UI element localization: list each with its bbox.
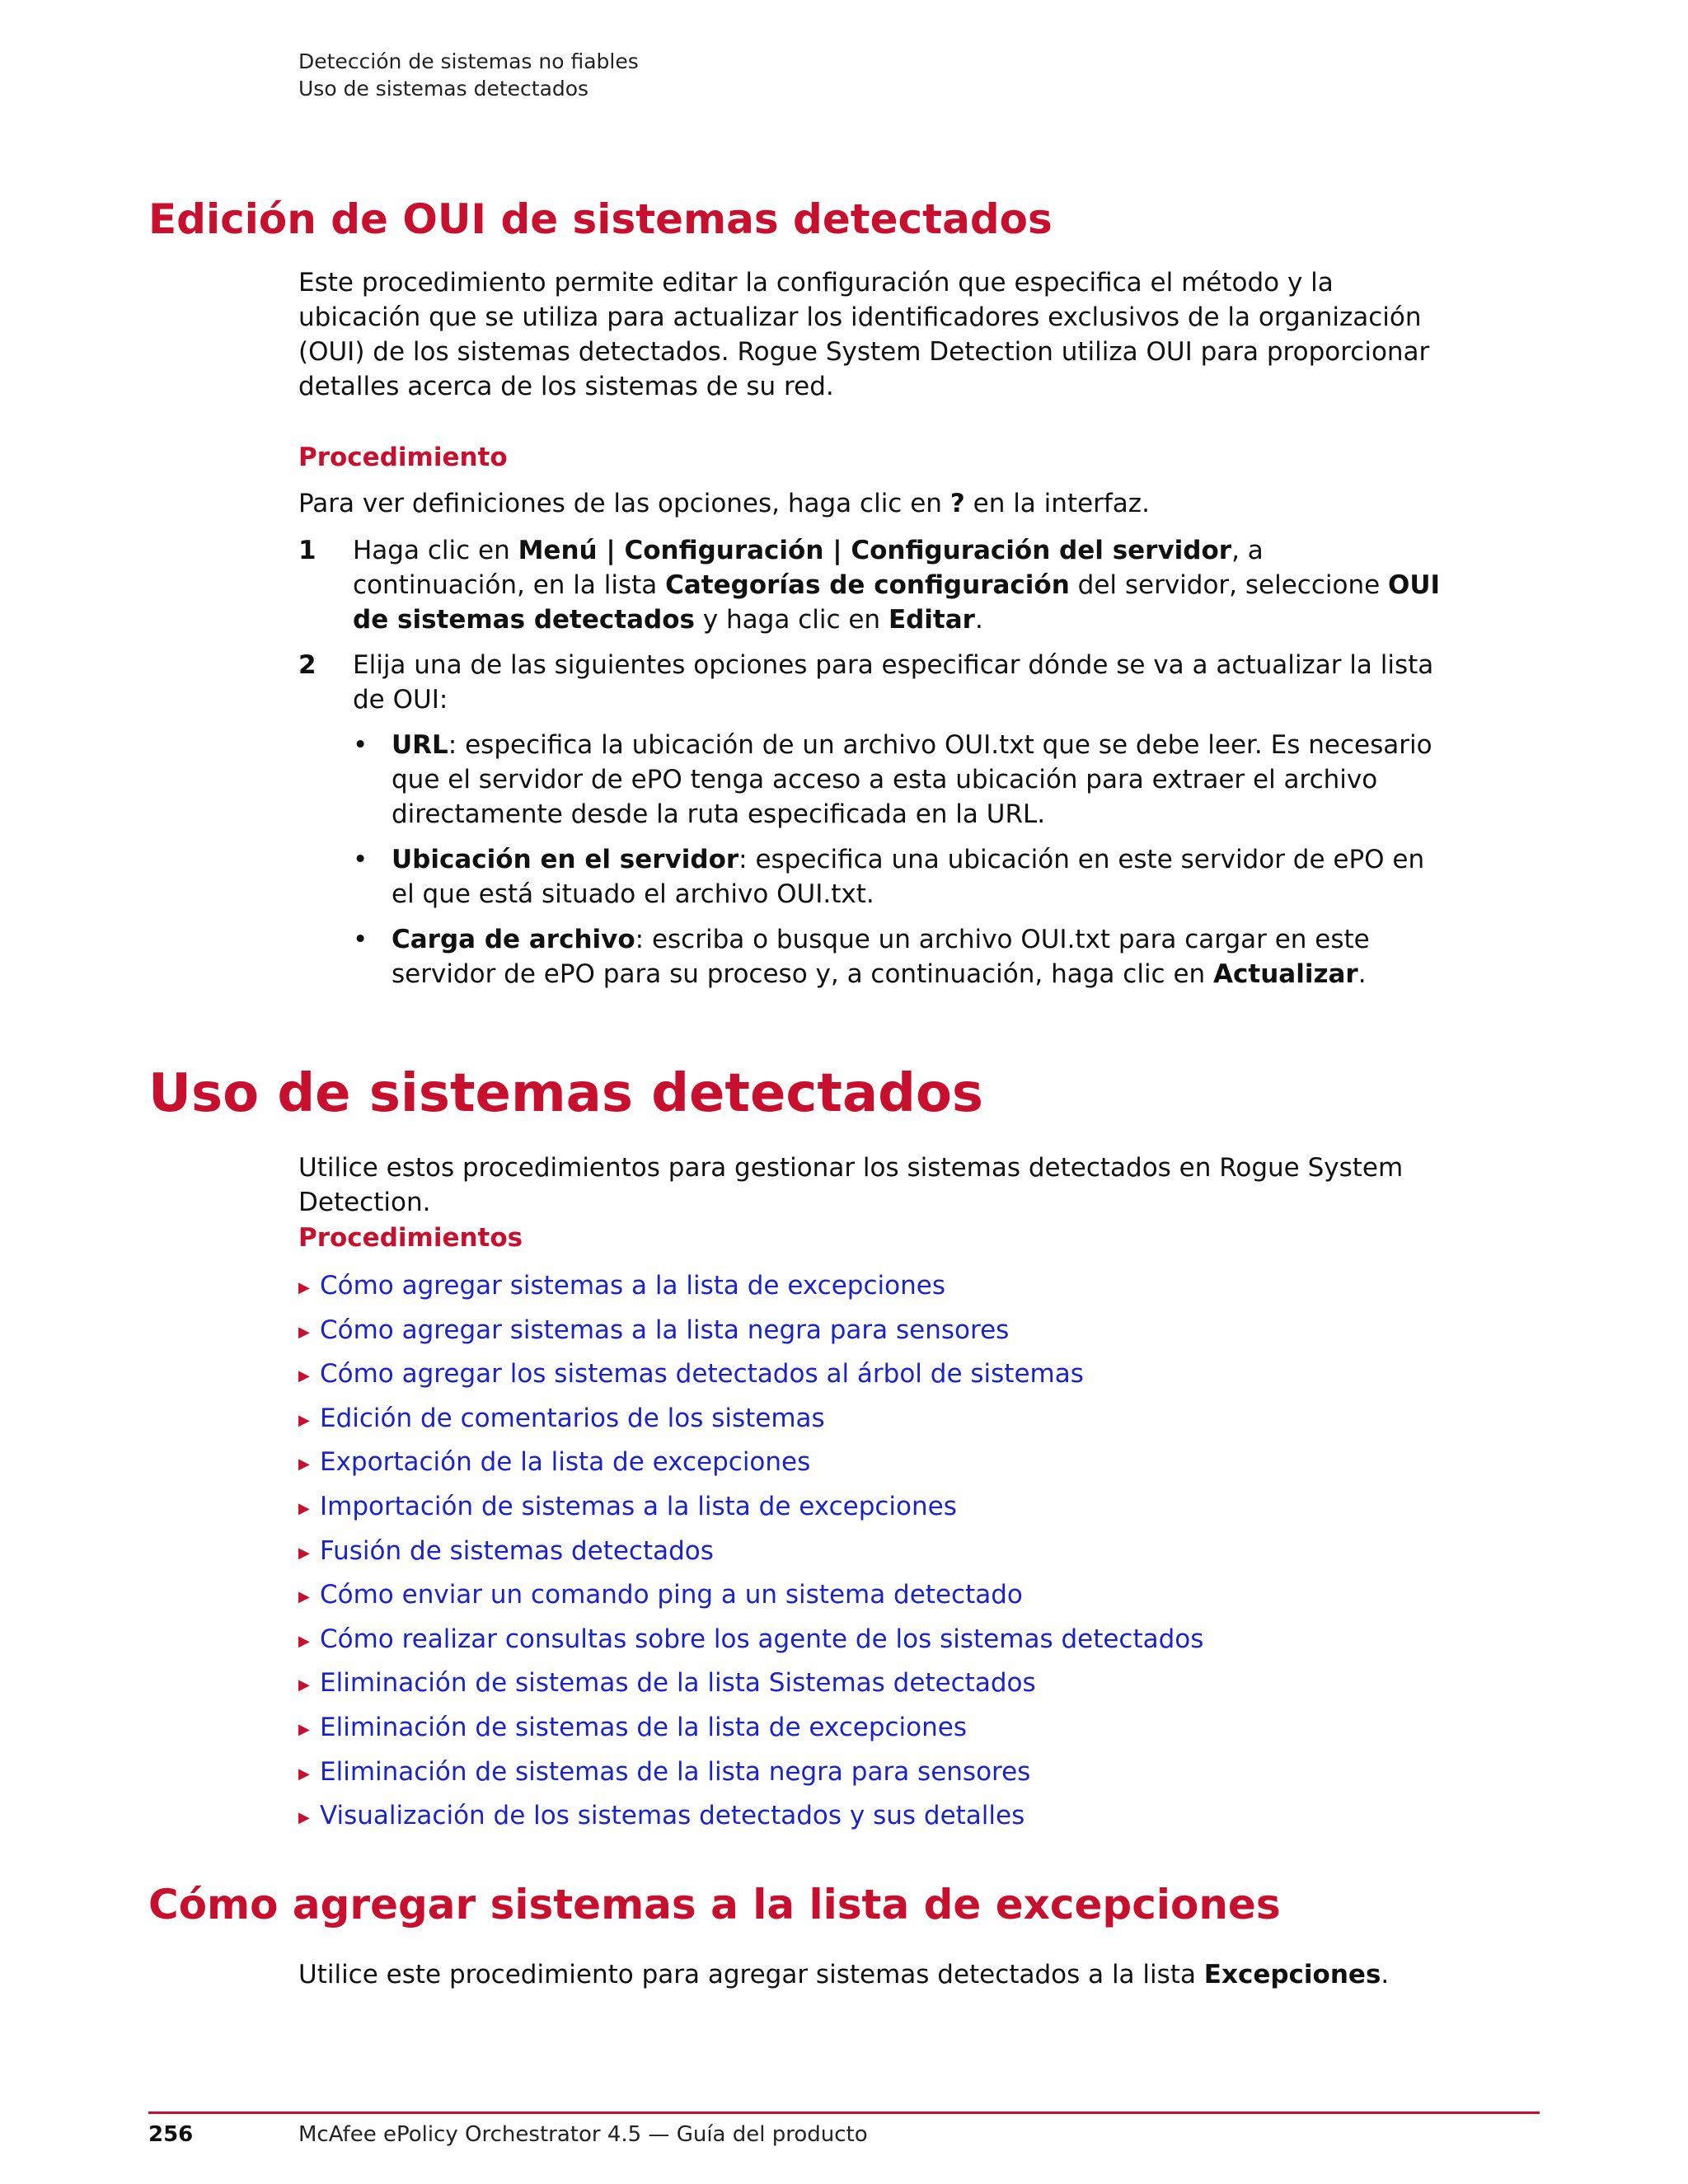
list-item — [298, 1488, 1203, 1533]
edit-label: Editar — [888, 605, 975, 635]
page-number: 256 — [148, 2122, 194, 2147]
list-item — [298, 1709, 1203, 1754]
link-arrow-icon: ▶ — [298, 1455, 310, 1474]
bullet-url-desc: : especifica la ubicación de un archivo OUI.txt que se debe leer. Es necesario que el servidor de ePO tenga acceso a esta ubicación para extraer el archivo directamente desde la ruta especificada en la URL. — [392, 730, 1432, 829]
section2-intro: Utilice estos procedimientos para gestionar los sistemas detectados en Rogue System Detection. — [298, 1153, 1404, 1217]
procedure-link[interactable]: Cómo realizar consultas sobre los agente de los sistemas detectados — [320, 1624, 1204, 1654]
running-header-chapter: Detección de sistemas no fiables — [298, 49, 639, 73]
step-1-t4: y haga clic en — [694, 605, 889, 635]
link-arrow-icon: ▶ — [298, 1676, 310, 1694]
list-item — [298, 1400, 1203, 1445]
procedure-link[interactable]: Cómo agregar sistemas a la lista de excepciones — [320, 1271, 945, 1301]
link-arrow-icon: ▶ — [298, 1279, 310, 1296]
procedure-link[interactable]: Exportación de la lista de excepciones — [320, 1447, 811, 1478]
section-title-detected-systems: Uso de sistemas detectados — [148, 1063, 983, 1124]
footer-title: McAfee ePolicy Orchestrator 4.5 — Guía del producto — [298, 2122, 868, 2147]
list-item — [298, 1797, 1203, 1842]
link-arrow-icon: ▶ — [298, 1809, 310, 1827]
step-2-text: Elija una de las siguientes opciones para especificar dónde se va a actualizar la lista de OUI: — [353, 650, 1434, 715]
bullet-url-term: URL — [392, 730, 448, 760]
procedure-link[interactable]: Eliminación de sistemas de la lista Sistemas detectados — [320, 1668, 1036, 1699]
bullet-server-location-term: Ubicación en el servidor — [392, 845, 739, 874]
bullet-file-upload-end: . — [1357, 959, 1367, 989]
exceptions-label: Excepciones — [1203, 1960, 1381, 1990]
link-arrow-icon: ▶ — [298, 1588, 310, 1606]
list-item — [298, 1268, 1203, 1312]
link-arrow-icon: ▶ — [298, 1720, 310, 1738]
procedure-link[interactable]: Cómo agregar sistemas a la lista negra para sensores — [320, 1315, 1010, 1345]
section3-intro — [298, 1957, 1452, 1992]
bullet-file-upload-term: Carga de archivo — [392, 925, 635, 954]
list-item — [298, 1754, 1203, 1798]
bullet-dot: • — [353, 730, 368, 760]
procedure-link[interactable]: Eliminación de sistemas de la lista negra para sensores — [320, 1756, 1031, 1787]
procedure-link[interactable]: Visualización de los sistemas detectados y sus detalles — [320, 1801, 1025, 1831]
link-arrow-icon: ▶ — [298, 1411, 310, 1429]
list-item — [298, 1444, 1203, 1488]
link-arrow-icon: ▶ — [298, 1632, 310, 1650]
link-arrow-icon: ▶ — [298, 1765, 310, 1783]
list-item — [298, 1577, 1203, 1621]
list-item — [298, 1312, 1203, 1357]
running-header — [298, 48, 639, 102]
list-item — [298, 1356, 1203, 1400]
bullet-dot: • — [353, 925, 368, 954]
bullet-file-upload-text — [392, 922, 1442, 991]
step-1-t5: . — [974, 605, 983, 635]
procedure-heading: Procedimiento — [298, 443, 508, 472]
procedure-link[interactable]: Fusión de sistemas detectados — [320, 1535, 714, 1566]
bullet-server-location-desc: : especifica una ubicación en este servidor de ePO en el que está situado el archivo OUI.txt. — [392, 845, 1425, 909]
procedures-heading: Procedimientos — [298, 1223, 523, 1253]
procedure-link[interactable]: Eliminación de sistemas de la lista de excepciones — [320, 1712, 968, 1742]
oui-setting: OUI de sistemas detectados — [353, 570, 1441, 635]
link-arrow-icon: ▶ — [298, 1544, 310, 1562]
link-arrow-icon: ▶ — [298, 1499, 310, 1517]
running-header-section: Uso de sistemas detectados — [298, 77, 589, 101]
section1-intro-text: Este procedimiento permite editar la configuración que especifica el método y la ubicación que se utiliza para actualizar los identificadores exclusivos de la organización (OUI) de los sistemas detectados. Rogue System Detection utiliza OUI para proporcionar detalles acerca de los sistemas de su red. — [298, 268, 1430, 401]
step-1-text — [353, 533, 1441, 637]
procedure-link[interactable]: Cómo agregar los sistemas detectados al árbol de sistemas — [320, 1359, 1084, 1390]
link-arrow-icon: ▶ — [298, 1367, 310, 1385]
bullet-dot: • — [353, 845, 368, 874]
help-symbol: ? — [950, 489, 965, 518]
options-note — [298, 486, 1452, 521]
link-arrow-icon: ▶ — [298, 1323, 310, 1341]
bullet-url-text — [392, 728, 1442, 832]
section3-intro-end: . — [1381, 1960, 1390, 1990]
menu-path: Menú | Configuración | Configuración del servidor — [518, 536, 1232, 565]
section1-intro — [298, 265, 1452, 404]
footer-divider — [148, 2111, 1540, 2114]
procedure-link[interactable]: Cómo enviar un comando ping a un sistema detectado — [320, 1580, 1023, 1610]
options-note-post: en la interfaz. — [964, 489, 1150, 518]
section3-intro-text: Utilice este procedimiento para agregar sistemas detectados a la lista — [298, 1960, 1204, 1990]
step-1-t2: , a continuación, en la lista — [353, 536, 1264, 600]
bullet-file-upload-desc: : escriba o busque un archivo OUI.txt para cargar en este servidor de ePO para su proceso y, a continuación, haga clic en — [392, 925, 1370, 989]
step-1-number: 1 — [298, 536, 316, 565]
procedure-link-list — [298, 1268, 1203, 1842]
section-title-oui: Edición de OUI de sistemas detectados — [148, 195, 1053, 243]
list-item — [298, 1533, 1203, 1577]
options-note-pre: Para ver definiciones de las opciones, haga clic en — [298, 489, 950, 518]
settings-categories: Categorías de configuración — [665, 570, 1070, 600]
procedure-link[interactable]: Edición de comentarios de los sistemas — [320, 1403, 825, 1433]
list-item — [298, 1665, 1203, 1709]
step-1-t1: Haga clic en — [353, 536, 518, 565]
update-label: Actualizar — [1213, 959, 1358, 989]
bullet-server-location-text — [392, 842, 1442, 912]
list-item — [298, 1621, 1203, 1666]
section-title-add-exceptions: Cómo agregar sistemas a la lista de excepciones — [148, 1881, 1281, 1929]
step-1-t3: del servidor, seleccione — [1069, 570, 1389, 600]
step-2-number: 2 — [298, 650, 316, 680]
procedure-link[interactable]: Importación de sistemas a la lista de excepciones — [320, 1491, 957, 1521]
